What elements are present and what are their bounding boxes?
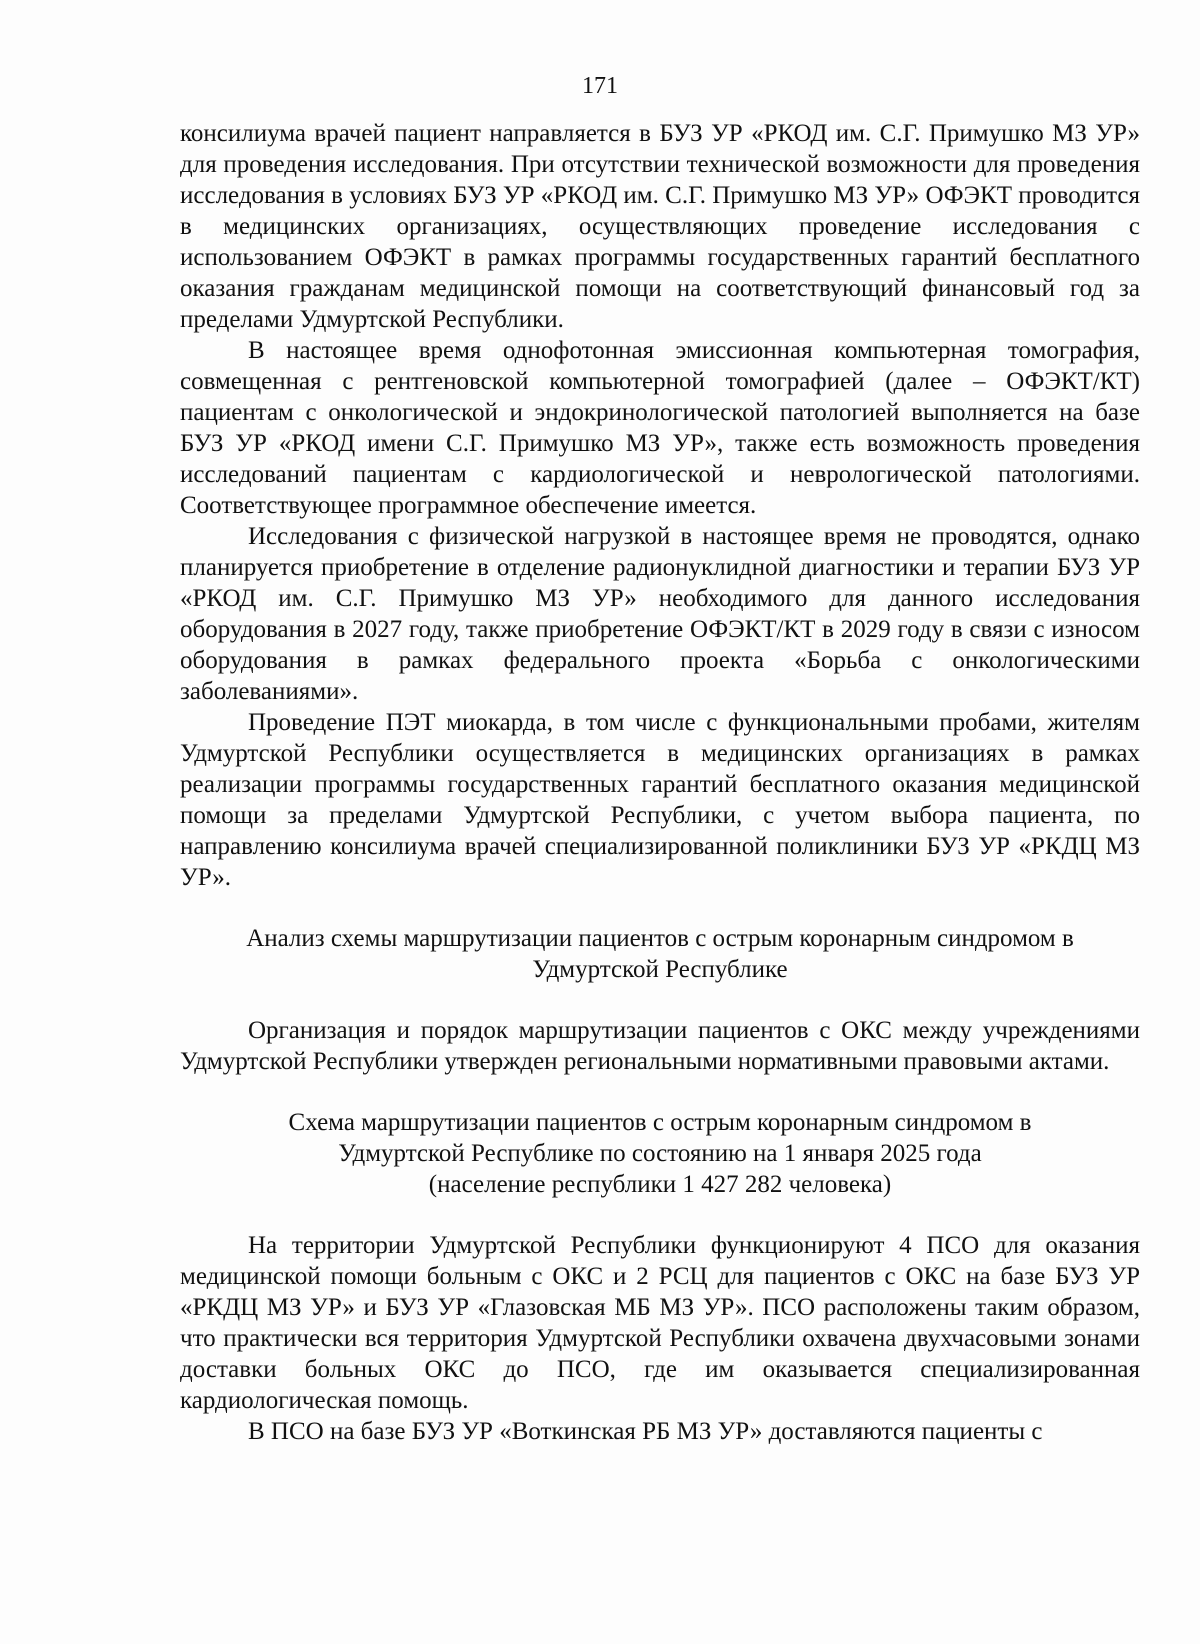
- paragraph-routing-order: Организация и порядок маршрутизации пациентов с ОКС между учреждениями Удмуртской Республики утвержден региональными нормативными правовыми актами.: [180, 1017, 1140, 1075]
- scheme-heading-line: Схема маршрутизации пациентов с острым коронарным синдромом в: [288, 1109, 1032, 1136]
- paragraph-stress-tests: Исследования с физической нагрузкой в настоящее время не проводятся, однако планируется приобретение в отделение радионуклидной диагностики и терапии БУЗ УР «РКОД им. С.Г. Примушко МЗ УР» необходимого для данного исследования оборудования в 2027 году, также приобретение ОФЭКТ/КТ в 2029 году в связи с износом оборудования в рамках федерального проекта «Борьба с онкологическими заболеваниями».: [180, 523, 1140, 705]
- paragraph-continuation: консилиума врачей пациент направляется в БУЗ УР «РКОД им. С.Г. Примушко МЗ УР» для проведения исследования. При отсутствии технической возможности для проведения исследования в условиях БУЗ УР «РКОД им. С.Г. Примушко МЗ УР» ОФЭКТ проводится в медицинских организациях, осуществляющих проведение исследования с использованием ОФЭКТ в рамках программы государственных гарантий бесплатного оказания гражданам медицинской помощи на соответствующий финансовый год за пределами Удмуртской Республики.: [180, 120, 1140, 333]
- section-heading: [180, 923, 1140, 985]
- paragraph-pet: Проведение ПЭТ миокарда, в том числе с функциональными пробами, жителям Удмуртской Республики осуществляется в медицинских организациях в рамках реализации программы государственных гарантий бесплатного оказания медицинской помощи за пределами Удмуртской Республики, с учетом выбора пациента, по направлению консилиума врачей специализированной поликлиники БУЗ УР «РКДЦ МЗ УР».: [180, 709, 1140, 891]
- paragraph-ofect-ct: В настоящее время однофотонная эмиссионная компьютерная томография, совмещенная с рентгеновской компьютерной томографией (далее – ОФЭКТ/КТ) пациентам с онкологической и эндокринологической патологией выполняется на базе БУЗ УР «РКОД имени С.Г. Примушко МЗ УР», также есть возможность проведения исследований пациентам с кардиологической и неврологической патологиями. Соответствующее программное обеспечение имеется.: [180, 337, 1140, 519]
- document-body: [180, 118, 1140, 1447]
- page-number: 171: [582, 73, 618, 99]
- paragraph-pso-network: На территории Удмуртской Республики функционируют 4 ПСО для оказания медицинской помощи больным с ОКС и 2 РСЦ для пациентов с ОКС на базе БУЗ УР «РКДЦ МЗ УР» и БУЗ УР «Глазовская МБ МЗ УР». ПСО расположены таким образом, что практически вся территория Удмуртской Республики охвачена двухчасовыми зонами доставки больных ОКС до ПСО, где им оказывается специализированная кардиологическая помощь.: [180, 1232, 1140, 1414]
- section-heading-line: Удмуртской Республике: [532, 956, 788, 983]
- paragraph-votkinsk: В ПСО на базе БУЗ УР «Воткинская РБ МЗ УР» доставляются пациенты с: [248, 1418, 1043, 1445]
- scheme-heading-line: Удмуртской Республике по состоянию на 1 января 2025 года: [338, 1140, 982, 1167]
- scheme-heading: [180, 1107, 1140, 1200]
- scheme-heading-line: (население республики 1 427 282 человека): [428, 1171, 892, 1198]
- section-heading-line: Анализ схемы маршрутизации пациентов с острым коронарным синдромом в: [246, 925, 1074, 952]
